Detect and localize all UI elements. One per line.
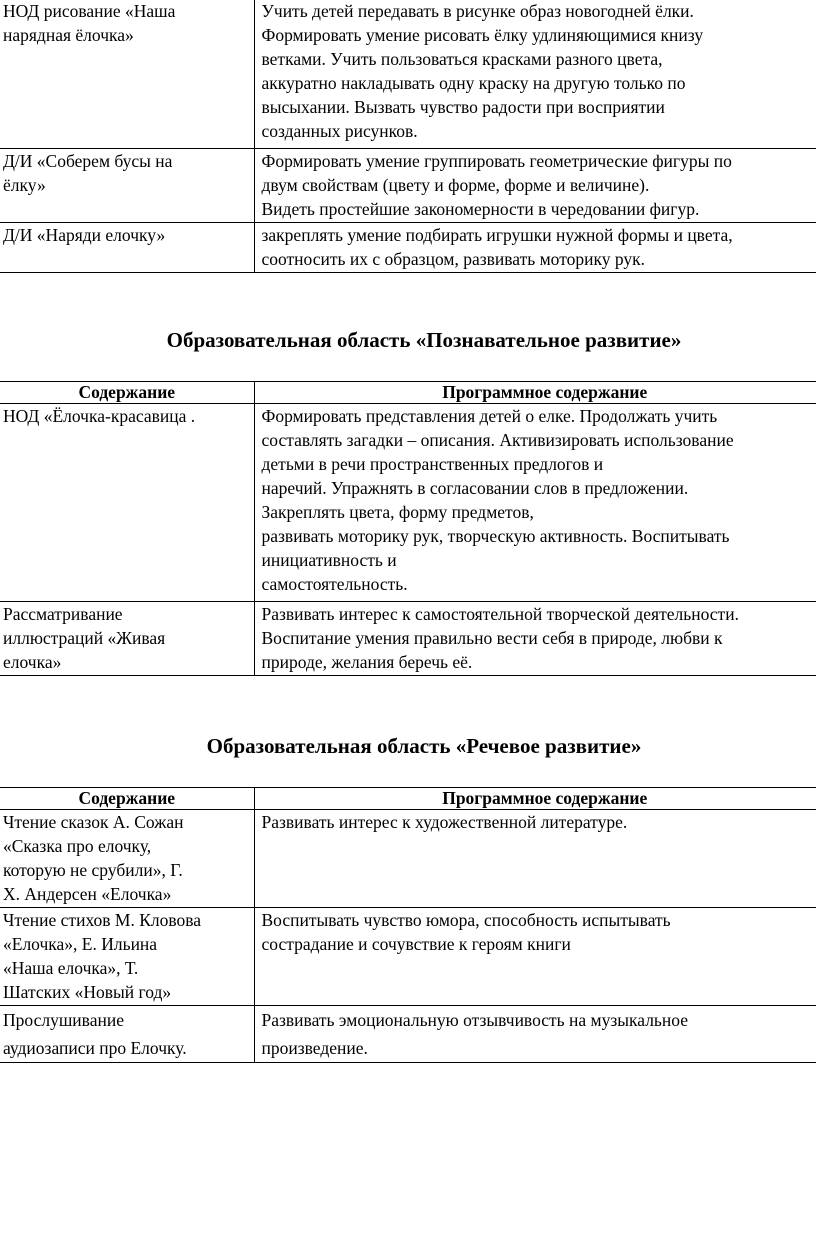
- text-line: соотносить их с образцом, развивать моторику рук.: [261, 249, 646, 269]
- text-line: Д/И «Наряди елочку»: [3, 225, 166, 245]
- text-line: «Сказка про елочку,: [3, 836, 152, 856]
- text-line: НОД «Ёлочка-красавица .: [3, 406, 196, 426]
- content-cell: [254, 404, 816, 602]
- column-header-program: Программное содержание: [254, 788, 816, 810]
- text-line: Прослушивание: [3, 1010, 124, 1030]
- activity-cell: [0, 810, 254, 908]
- table-row: [0, 602, 816, 676]
- text-line: Воспитание умения правильно вести себя в природе, любви к: [261, 628, 723, 648]
- column-header-program: Программное содержание: [254, 382, 816, 404]
- activity-cell: [0, 223, 254, 273]
- text-line: Закреплять цвета, форму предметов,: [261, 502, 534, 522]
- table-row: [0, 149, 816, 223]
- text-line: аккуратно накладывать одну краску на другую только по: [261, 73, 686, 93]
- text-line: Видеть простейшие закономерности в чередовании фигур.: [261, 199, 700, 219]
- content-cell: [254, 223, 816, 273]
- section-title-speech: Образовательная область «Речевое развитие»: [206, 734, 642, 758]
- text-line: детьми в речи пространственных предлогов и: [261, 454, 604, 474]
- text-line: иллюстраций «Живая: [3, 628, 166, 648]
- activity-cell: [0, 602, 254, 676]
- text-line: Учить детей передавать в рисунке образ новогодней ёлки.: [261, 1, 694, 21]
- text-line: Формировать представления детей о елке. Продолжать учить: [261, 406, 718, 426]
- content-cell: [254, 908, 816, 1006]
- table-row: [0, 0, 816, 149]
- text-line: Развивать интерес к самостоятельной творческой деятельности.: [261, 604, 739, 624]
- text-line: Рассматривание: [3, 604, 123, 624]
- table-row: [0, 908, 816, 1006]
- column-header-content: Содержание: [0, 382, 254, 404]
- table-header-row: [0, 788, 816, 810]
- text-line: нарядная ёлочка»: [3, 25, 134, 45]
- table-header-row: [0, 382, 816, 404]
- text-line: Воспитывать чувство юмора, способность испытывать: [261, 910, 671, 930]
- text-line: Формировать умение группировать геометрические фигуры по: [261, 151, 732, 171]
- text-line: которую не срубили», Г.: [3, 860, 183, 880]
- text-line: ёлку»: [3, 175, 46, 195]
- table-row: [0, 1006, 816, 1063]
- activity-cell: [0, 404, 254, 602]
- content-cell: [254, 149, 816, 223]
- text-line: Развивать интерес к художественной литературе.: [261, 812, 628, 832]
- text-line: Х. Андерсен «Елочка»: [3, 884, 172, 904]
- text-line: наречий. Упражнять в согласовании слов в предложении.: [261, 478, 689, 498]
- text-line: самостоятельность.: [261, 574, 408, 594]
- text-line: Шатских «Новый год»: [3, 982, 172, 1002]
- content-cell: [254, 0, 816, 149]
- text-line: НОД рисование «Наша: [3, 1, 176, 21]
- text-line: закреплять умение подбирать игрушки нужной формы и цвета,: [261, 225, 733, 245]
- text-line: елочка»: [3, 652, 62, 672]
- section-title-cognitive: Образовательная область «Познавательное развитие»: [166, 328, 682, 352]
- text-line: высыхании. Вызвать чувство радости при восприятии: [261, 97, 665, 117]
- text-line: произведение.: [261, 1038, 368, 1058]
- text-line: Развивать эмоциональную отзывчивость на музыкальное: [261, 1010, 689, 1030]
- activity-cell: [0, 149, 254, 223]
- activity-cell: [0, 908, 254, 1006]
- content-cell: [254, 602, 816, 676]
- content-cell: [254, 810, 816, 908]
- content-cell: [254, 1006, 816, 1063]
- text-line: Формировать умение рисовать ёлку удлиняющимися книзу: [261, 25, 704, 45]
- text-line: инициативность и: [261, 550, 397, 570]
- activity-cell: [0, 1006, 254, 1063]
- text-line: развивать моторику рук, творческую активность. Воспитывать: [261, 526, 730, 546]
- text-line: природе, желания беречь её.: [261, 652, 473, 672]
- table-row: [0, 404, 816, 602]
- activities-table-speech: [0, 787, 816, 1063]
- text-line: «Наша елочка», Т.: [3, 958, 139, 978]
- text-line: созданных рисунков.: [261, 121, 418, 141]
- activities-table-cognitive: [0, 381, 816, 676]
- text-line: двум свойствам (цвету и форме, форме и величине).: [261, 175, 650, 195]
- text-line: Чтение стихов М. Кловова: [3, 910, 202, 930]
- text-line: ветками. Учить пользоваться красками разного цвета,: [261, 49, 663, 69]
- activities-table-art: [0, 0, 816, 273]
- text-line: Д/И «Соберем бусы на: [3, 151, 173, 171]
- column-header-content: Содержание: [0, 788, 254, 810]
- text-line: Чтение сказок А. Сожан: [3, 812, 184, 832]
- text-line: сострадание и сочувствие к героям книги: [261, 934, 571, 954]
- text-line: аудиозаписи про Елочку.: [3, 1038, 187, 1058]
- table-row: [0, 810, 816, 908]
- text-line: «Елочка», Е. Ильина: [3, 934, 158, 954]
- activity-cell: [0, 0, 254, 149]
- table-row: [0, 223, 816, 273]
- text-line: составлять загадки – описания. Активизировать использование: [261, 430, 734, 450]
